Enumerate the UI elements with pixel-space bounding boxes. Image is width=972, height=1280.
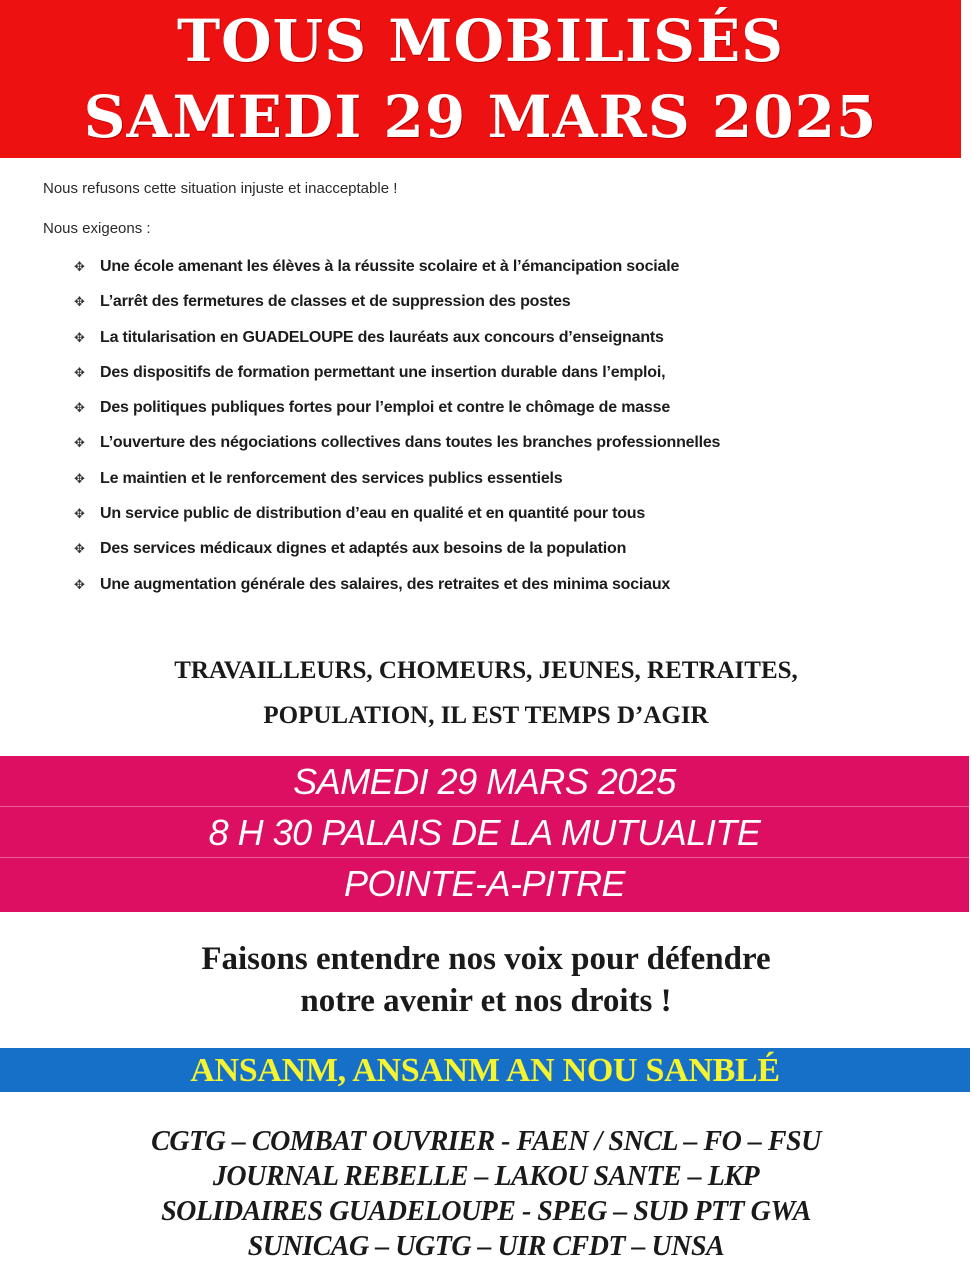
organizations-line: CGTG – COMBAT OUVRIER - FAEN / SNCL – FO – FSU [151,1126,821,1157]
demand-text: Des services médicaux dignes et adaptés aux besoins de la population [100,540,627,558]
diamond-bullet-icon: ✥ [74,329,85,345]
organizations-line: SOLIDAIRES GUADELOUPE - SPEG – SUD PTT GWA [161,1196,811,1227]
organizations-line: JOURNAL REBELLE – LAKOU SANTE – LKP [212,1161,760,1192]
unity-band [0,1048,970,1092]
organizations-list [0,1124,972,1264]
diamond-bullet-icon: ✥ [74,576,85,592]
slogan-line-2: notre avenir et nos droits ! [300,983,672,1019]
demand-item [74,291,720,326]
demand-item [74,397,720,432]
demand-item [74,362,720,397]
demands-list [74,256,720,609]
diamond-bullet-icon: ✥ [74,541,85,557]
slogan-line-1: Faisons entendre nos voix pour défendre [201,941,771,977]
event-date: SAMEDI 29 MARS 2025 [0,756,969,807]
header-banner [0,0,961,158]
diamond-bullet-icon: ✥ [74,400,85,416]
demand-item [74,256,720,291]
diamond-bullet-icon: ✥ [74,364,85,380]
call-to-action-line-1: TRAVAILLEURS, CHOMEURS, JEUNES, RETRAITES, [174,657,798,684]
demand-item [74,503,720,538]
demand-text: Une école amenant les élèves à la réussite scolaire et à l’émancipation sociale [100,258,680,275]
demand-item [74,327,720,362]
demand-text: L’ouverture des négociations collectives dans toutes les branches professionnelles [100,434,721,452]
diamond-bullet-icon: ✥ [74,470,85,486]
diamond-bullet-icon: ✥ [74,506,85,522]
event-details-block [0,756,969,912]
organizations-line: SUNICAG – UGTG – UIR CFDT – UNSA [247,1231,725,1262]
intro-refuse-text: Nous refusons cette situation injuste et inacceptable ! [43,180,398,197]
demand-text: La titularisation en GUADELOUPE des lauréats aux concours d’enseignants [100,328,664,346]
event-time-place: 8 H 30 PALAIS DE LA MUTUALITE [0,807,969,858]
demand-item [74,538,720,573]
event-city: POINTE-A-PITRE [343,863,626,904]
demand-text: Des politiques publiques fortes pour l’emploi et contre le chômage de masse [100,399,671,417]
demand-item [74,432,720,467]
demand-text: Une augmentation générale des salaires, des retraites et des minima sociaux [100,575,671,593]
slogan [0,938,972,1022]
demand-text: Un service public de distribution d’eau en qualité et en quantité pour tous [100,505,646,523]
demand-text: L’arrêt des fermetures de classes et de suppression des postes [100,293,571,311]
call-to-action-line-2: POPULATION, IL EST TEMPS D’AGIR [263,702,709,729]
diamond-bullet-icon: ✥ [74,294,85,310]
demand-item [74,574,720,609]
diamond-bullet-icon: ✥ [74,259,85,274]
intro-demand-lead: Nous exigeons : [43,220,151,237]
headline-date: SAMEDI 29 MARS 2025 [83,83,878,151]
headline-title: TOUS MOBILISÉS [176,7,785,75]
demand-text: Le maintien et le renforcement des services publics essentiels [100,469,563,487]
intro-block [43,178,397,240]
diamond-bullet-icon: ✥ [74,435,85,451]
unity-band-text: ANSANM, ANSANM AN NOU SANBLÉ [190,1052,780,1089]
call-to-action [0,652,972,742]
demand-item [74,468,720,503]
demand-text: Des dispositifs de formation permettant une insertion durable dans l’emploi, [100,363,666,381]
